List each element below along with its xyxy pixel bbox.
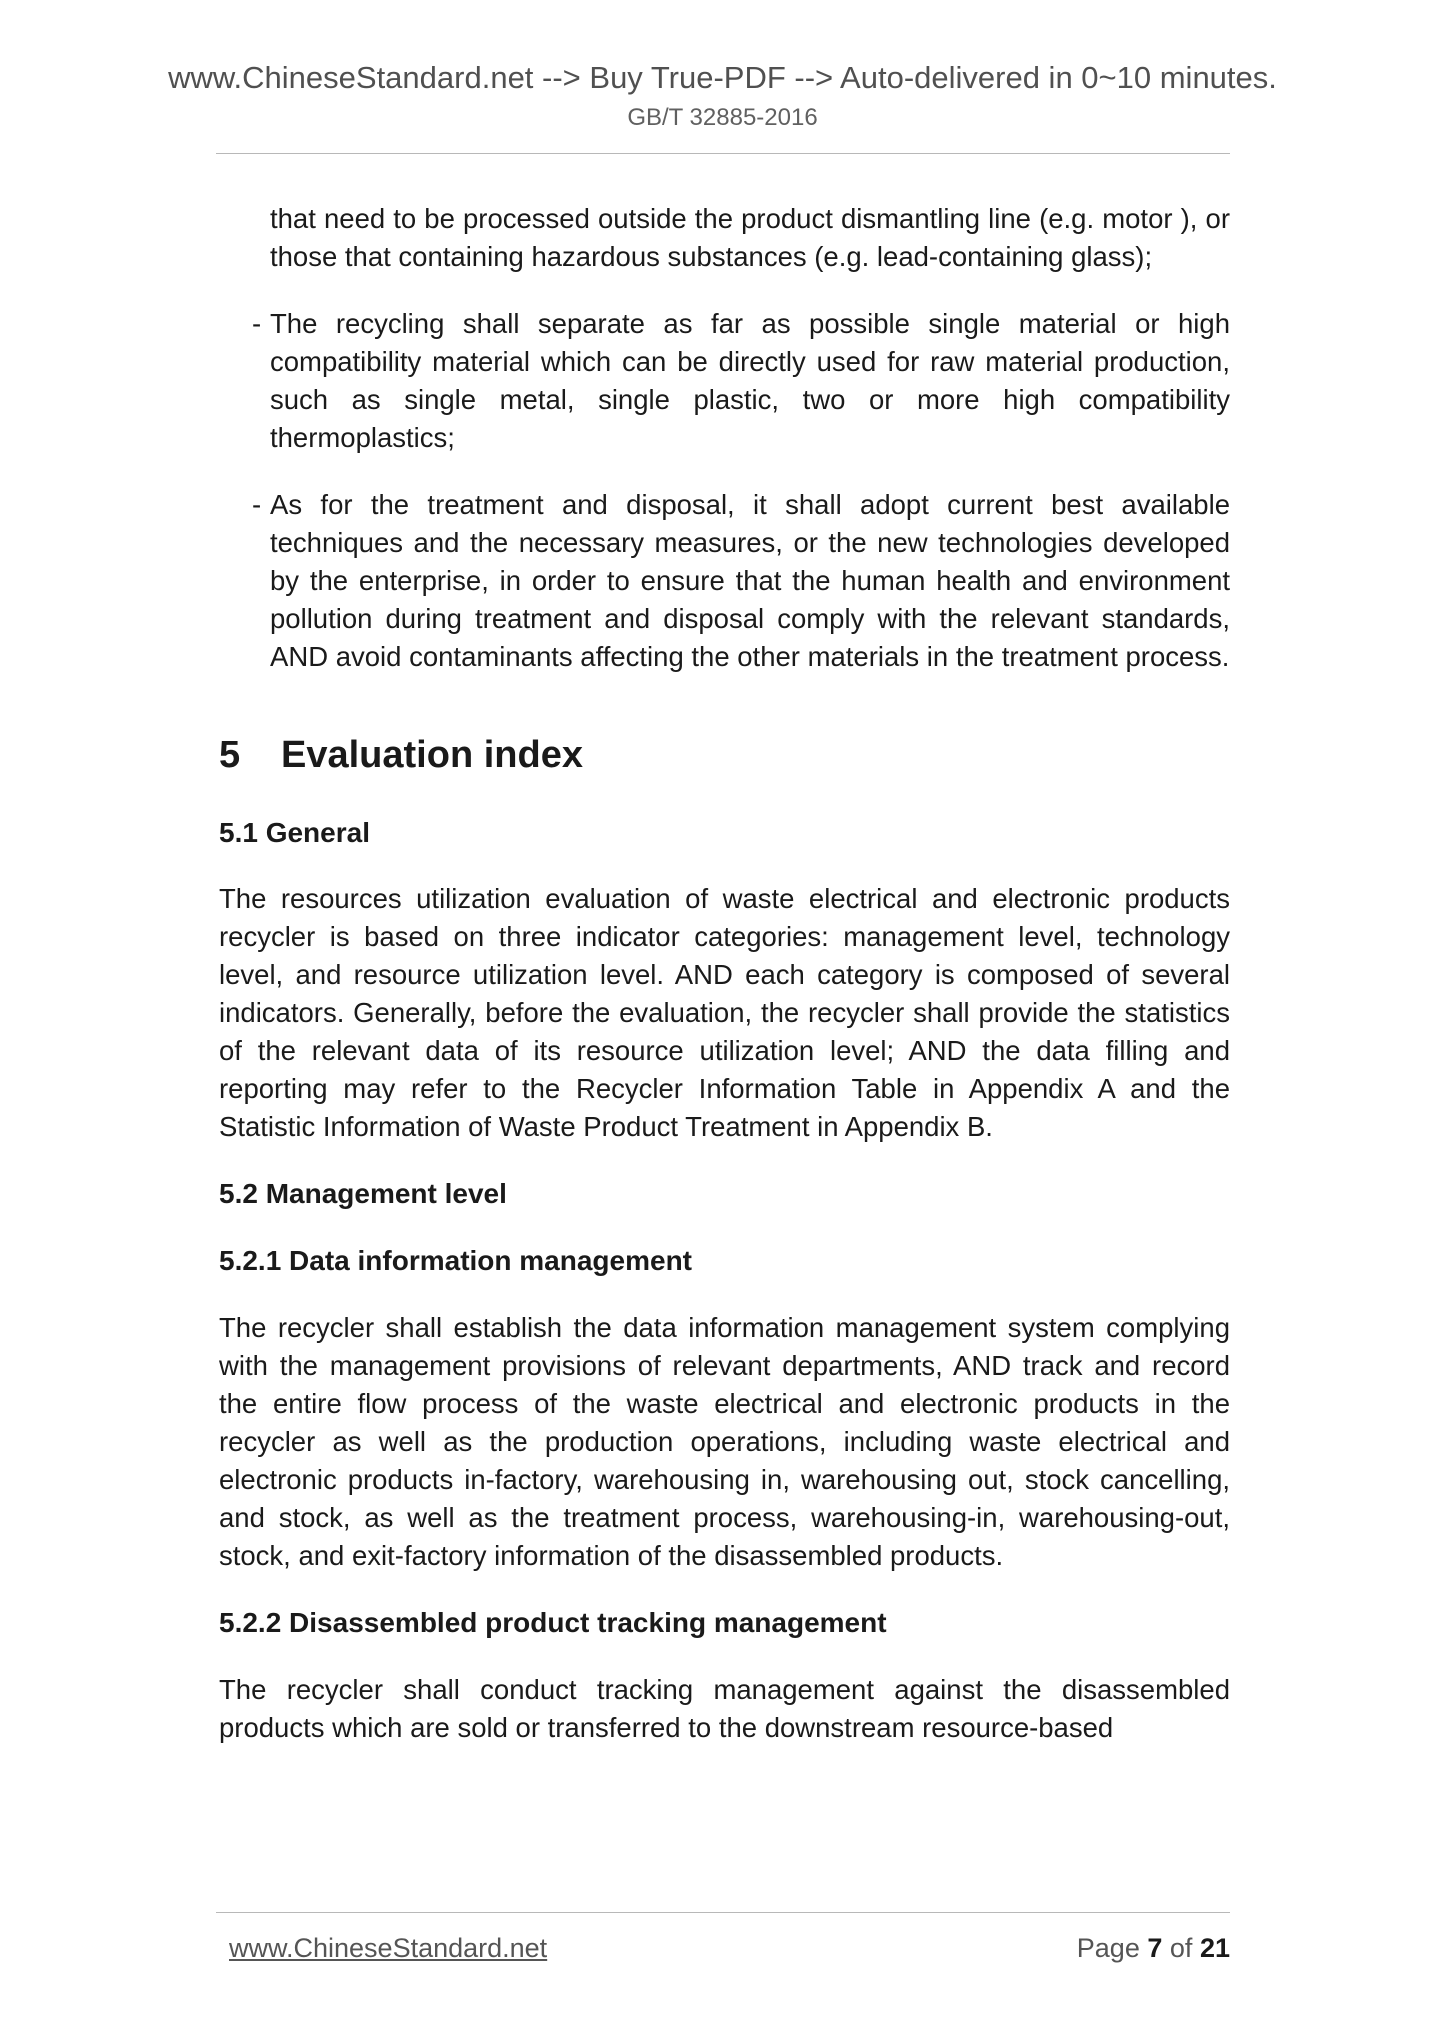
footer-site-link[interactable]: www.ChineseStandard.net xyxy=(229,1933,548,1963)
header-divider xyxy=(216,153,1230,154)
page-content xyxy=(219,200,1230,1747)
document-id: GB/T 32885-2016 xyxy=(627,104,818,131)
page-of: of xyxy=(1169,1933,1193,1963)
bullet-text: As for the treatment and disposal, it shall adopt current best available techniques and the necessary measures, or the new technologies developed by the enterprise, in order to ensure that the human health and environment pollution during treatment and disposal comply with the relevant standards, AND avoid contaminants affecting the other materials in the treatment process. xyxy=(270,489,1230,672)
continuation-paragraph: that need to be processed outside the product dismantling line (e.g. motor ), or those that containing hazardous substances (e.g. lead-containing glass); xyxy=(270,203,1230,272)
header-banner: www.ChineseStandard.net --> Buy True-PDF --> Auto-delivered in 0~10 minutes. xyxy=(168,60,1277,95)
section-5-2-2-paragraph: The recycler shall conduct tracking management against the disassembled products which are sold or transferred to the downstream resource-based xyxy=(219,1674,1230,1743)
section-title: Evaluation index xyxy=(281,734,583,776)
page-total: 21 xyxy=(1199,1933,1230,1963)
section-5-2-heading: 5.2 Management level xyxy=(219,1178,507,1209)
footer-divider xyxy=(216,1912,1230,1913)
section-5-1-heading: 5.1 General xyxy=(219,817,370,848)
bullet-marker: - xyxy=(252,489,262,520)
bullet-item-treatment xyxy=(219,486,1230,676)
section-5-heading xyxy=(219,730,1230,780)
bullet-marker: - xyxy=(252,308,262,339)
page-prefix: Page xyxy=(1076,1933,1140,1963)
bullet-text: The recycling shall separate as far as possible single material or high compatibility material which can be directly used for raw material production, such as single metal, single plastic, two or more high compatibility thermoplastics; xyxy=(270,308,1230,453)
section-5-2-1-paragraph: The recycler shall establish the data information management system complying with the management provisions of relevant departments, AND track and record the entire flow process of the waste electrical and electronic products in the recycler as well as the production operations, including waste electrical and electronic products in-factory, warehousing in, warehousing out, stock cancelling, and stock, as well as the treatment process, warehousing-in, warehousing-out, stock, and exit-factory information of the disassembled products. xyxy=(219,1312,1230,1571)
section-number: 5 xyxy=(219,734,241,776)
page-indicator xyxy=(1077,1930,1230,1966)
section-5-1-paragraph: The resources utilization evaluation of waste electrical and electronic products recycler is based on three indicator categories: management level, technology level, and resource utilization level. AND each category is composed of several indicators. Generally, before the evaluation, the recycler shall provide the statistics of the relevant data of its resource utilization level; AND the data filling and reporting may refer to the Recycler Information Table in Appendix A and the Statistic Information of Waste Product Treatment in Appendix B. xyxy=(219,883,1230,1142)
section-5-2-2-heading: 5.2.2 Disassembled product tracking management xyxy=(219,1607,887,1638)
page-current: 7 xyxy=(1147,1933,1163,1963)
section-5-2-1-heading: 5.2.1 Data information management xyxy=(219,1245,693,1276)
bullet-item-recycling xyxy=(219,305,1230,457)
